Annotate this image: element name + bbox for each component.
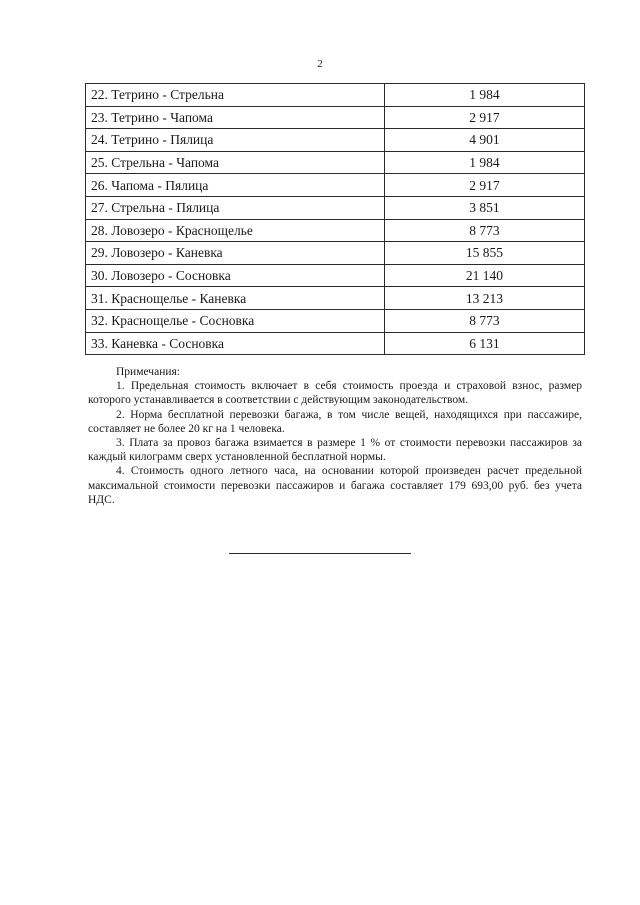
route-name-cell: 31. Краснощелье - Каневка bbox=[86, 287, 385, 310]
notes-heading: Примечания: bbox=[116, 366, 180, 378]
table-row bbox=[86, 309, 585, 332]
route-cost-cell: 3 851 bbox=[384, 196, 584, 219]
route-cost-cell: 4 901 bbox=[384, 129, 584, 152]
route-cost-cell: 8 773 bbox=[384, 219, 584, 242]
route-cost-cell: 2 917 bbox=[384, 174, 584, 197]
table-row bbox=[86, 287, 585, 310]
route-cost-cell: 13 213 bbox=[384, 287, 584, 310]
table-row bbox=[86, 264, 585, 287]
route-cost-cell: 15 855 bbox=[384, 242, 584, 265]
table-row bbox=[86, 84, 585, 107]
note-item-4: 4. Стоимость одного летного часа, на основании которой произведен расчет предельной максимальной стоимости перевозки пассажиров и багажа составляет 179 693,00 руб. без учета НДС. bbox=[88, 465, 582, 506]
route-cost-cell: 21 140 bbox=[384, 264, 584, 287]
route-name-cell: 22. Тетрино - Стрельна bbox=[86, 84, 385, 107]
route-name-cell: 24. Тетрино - Пялица bbox=[86, 129, 385, 152]
note-item-3: 3. Плата за провоз багажа взимается в размере 1 % от стоимости перевозки пассажиров за каждый килограмм сверх установленной бесплатной нормы. bbox=[88, 437, 582, 464]
table-row bbox=[86, 151, 585, 174]
signature-divider-line bbox=[229, 553, 411, 554]
route-name-cell: 28. Ловозеро - Краснощелье bbox=[86, 219, 385, 242]
table-row bbox=[86, 174, 585, 197]
note-item-2: 2. Норма бесплатной перевозки багажа, в том числе вещей, находящихся при пассажире, составляет не более 20 кг на 1 человека. bbox=[88, 408, 582, 435]
table-row bbox=[86, 242, 585, 265]
table-row bbox=[86, 196, 585, 219]
route-name-cell: 30. Ловозеро - Сосновка bbox=[86, 264, 385, 287]
table-row bbox=[86, 219, 585, 242]
route-name-cell: 25. Стрельна - Чапома bbox=[86, 151, 385, 174]
route-name-cell: 26. Чапома - Пялица bbox=[86, 174, 385, 197]
route-cost-cell: 2 917 bbox=[384, 106, 584, 129]
notes-section bbox=[88, 365, 582, 507]
route-cost-cell: 1 984 bbox=[384, 84, 584, 107]
table-row bbox=[86, 106, 585, 129]
route-name-cell: 27. Стрельна - Пялица bbox=[86, 196, 385, 219]
note-item-1: 1. Предельная стоимость включает в себя стоимость проезда и страховой взнос, размер которого устанавливается в соответствии с действующим законодательством. bbox=[88, 380, 582, 407]
route-name-cell: 32. Краснощелье - Сосновка bbox=[86, 309, 385, 332]
route-name-cell: 33. Каневка - Сосновка bbox=[86, 332, 385, 355]
route-cost-cell: 8 773 bbox=[384, 309, 584, 332]
page-number: 2 bbox=[317, 58, 323, 70]
route-cost-cell: 6 131 bbox=[384, 332, 584, 355]
table-row bbox=[86, 332, 585, 355]
route-name-cell: 29. Ловозеро - Каневка bbox=[86, 242, 385, 265]
route-cost-table bbox=[85, 83, 585, 355]
table-row bbox=[86, 129, 585, 152]
route-cost-cell: 1 984 bbox=[384, 151, 584, 174]
route-name-cell: 23. Тетрино - Чапома bbox=[86, 106, 385, 129]
